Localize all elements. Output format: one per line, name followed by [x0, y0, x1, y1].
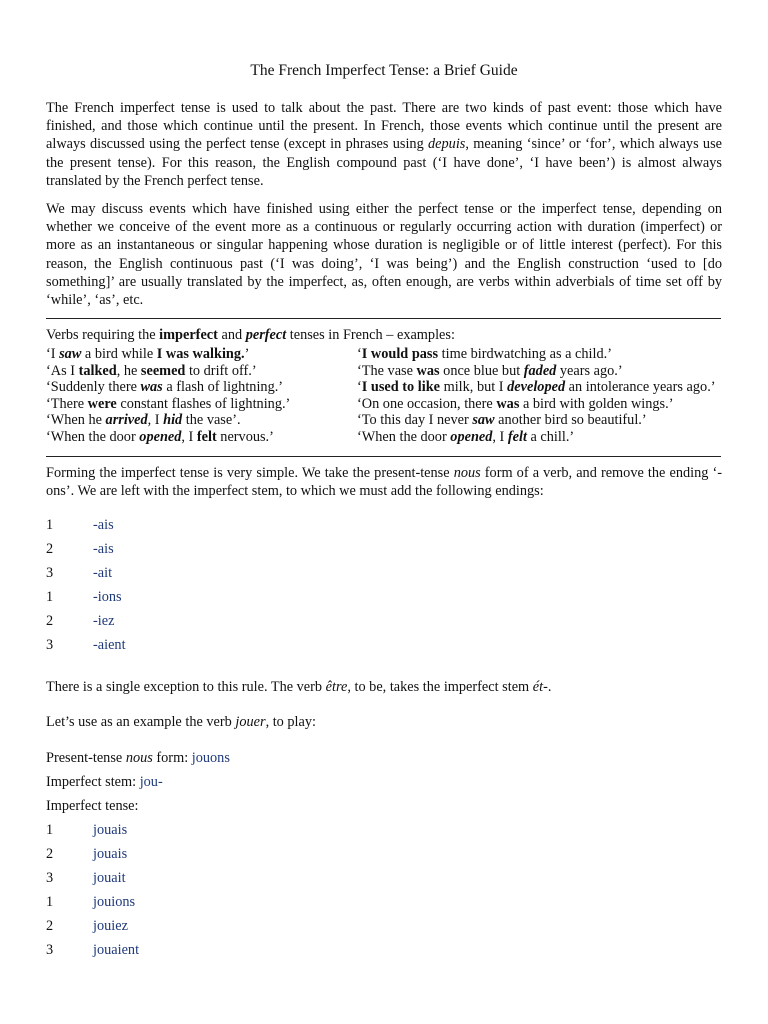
examples-heading	[46, 326, 455, 344]
divider-bottom	[46, 456, 721, 457]
example-sentence	[46, 396, 290, 413]
text-run: ’	[244, 346, 250, 362]
text-run: ‘	[357, 346, 362, 362]
divider-top	[46, 318, 721, 319]
person-number: 1	[46, 589, 54, 605]
text-run: tenses in French – examples:	[286, 327, 455, 343]
exception-sentence	[46, 678, 551, 696]
example-sentence	[46, 363, 290, 380]
text-run: saw	[472, 412, 495, 429]
ending: -ait	[93, 565, 113, 581]
text-run: were	[87, 395, 117, 412]
text-run: , to play:	[265, 714, 316, 730]
text-run: There is a single exception to this rule. The verb	[46, 679, 326, 695]
text-run: , I	[181, 428, 197, 445]
text-run: a bird with golden wings.’	[519, 395, 674, 412]
conjugation-row	[46, 917, 139, 941]
person-number: 2	[46, 918, 54, 934]
ending: -ions	[93, 589, 122, 605]
text-run: arrived	[105, 412, 148, 429]
endings-table	[46, 516, 126, 660]
text-run: ‘I	[46, 346, 60, 362]
text-run: , he	[116, 362, 141, 379]
conjugation-row	[46, 845, 139, 869]
person-number: 2	[46, 613, 54, 629]
text-run: ‘When the door	[357, 428, 451, 445]
example-sentence	[46, 412, 290, 429]
stem-label: Imperfect stem:	[46, 774, 140, 790]
text-run: a chill.’	[526, 428, 575, 445]
text-run: I would pass	[361, 346, 439, 362]
text-run: and	[217, 327, 246, 343]
endings-row	[46, 588, 126, 612]
text-run: the vase’.	[182, 412, 241, 429]
endings-row	[46, 564, 126, 588]
verb-form: jouions	[93, 894, 136, 910]
ending: -aient	[93, 637, 126, 653]
text-run: felt	[196, 428, 217, 445]
text-run: to drift off.’	[185, 362, 257, 379]
text-run: a bird while	[81, 346, 157, 362]
text-run: ‘When he	[46, 412, 106, 429]
text-run: I used to like	[361, 379, 441, 396]
text-run: years ago.’	[556, 362, 623, 379]
person-number: 1	[46, 517, 54, 533]
text-run: was	[140, 379, 163, 396]
text-run: The French imperfect tense is used to talk about the past. There are two kinds of past event: those which have finished, and those which continue until the present. In French, those events which continue until the present are always discussed using the perfect tense (except in phrases using	[46, 100, 722, 153]
stem-value: jou-	[139, 774, 163, 790]
imperfect-tense-label: Imperfect tense:	[46, 798, 139, 814]
example-sentence	[357, 346, 716, 363]
conjugation-row	[46, 821, 139, 845]
text-run: a flash of lightning.’	[162, 379, 284, 396]
example-intro-sentence	[46, 713, 316, 731]
endings-row	[46, 540, 126, 564]
example-sentence	[357, 429, 716, 446]
text-run: ‘On one occasion, there	[357, 395, 497, 412]
text-run: faded	[523, 362, 557, 379]
conjugation-row	[46, 941, 139, 965]
text-run: nervous.’	[216, 428, 274, 445]
text-run: , I	[492, 428, 508, 445]
nous-form-value: jouons	[191, 750, 230, 766]
text-run: Forming the imperfect tense is very simple. We take the present-tense	[46, 465, 454, 481]
text-run: ‘	[357, 379, 362, 396]
verb-form: jouaient	[93, 942, 140, 958]
text-run: nous	[453, 465, 481, 481]
text-run: imperfect	[159, 327, 218, 343]
text-run: Verbs requiring the	[46, 327, 160, 343]
examples-imperfect-column	[46, 346, 290, 446]
text-run: talked	[78, 362, 117, 379]
text-run: , I	[147, 412, 164, 429]
verb-form: jouait	[93, 870, 126, 886]
example-sentence	[357, 396, 716, 413]
text-run: felt	[507, 428, 527, 445]
text-run: , meaning ‘since’ or ‘for’, which always use the present tense). For this reason, the English compound past (‘I have done’, ‘I have been’) is almost always translated by the French perfect tense.	[46, 136, 722, 189]
text-run: opened	[450, 428, 493, 445]
intro-paragraph-2	[46, 200, 722, 309]
text-run: Let’s use as an example the verb	[46, 714, 236, 730]
ending: -ais	[93, 517, 114, 533]
text-run: once blue but	[439, 362, 524, 379]
example-sentence	[357, 412, 716, 429]
text-run: seemed	[140, 362, 186, 379]
endings-row	[46, 516, 126, 540]
example-sentence	[357, 379, 716, 396]
text-run: .	[547, 679, 552, 695]
text-run: ‘Suddenly there	[46, 379, 141, 396]
conjugation-row	[46, 869, 139, 893]
person-number: 3	[46, 565, 54, 581]
text-run: an intolerance years ago.’	[565, 379, 716, 396]
verb-form: jouais	[93, 846, 128, 862]
text-run: developed	[507, 379, 566, 396]
text-run: form of a verb, and remove the ending ‘-ons’. We are left with the imperfect stem, to which we must add the following endings:	[46, 465, 722, 500]
text-run: jouer	[235, 714, 266, 730]
text-run: nous	[125, 750, 153, 766]
example-sentence	[357, 363, 716, 380]
example-sentence	[46, 346, 290, 363]
person-number: 1	[46, 822, 54, 838]
person-number: 2	[46, 846, 54, 862]
text-run: constant flashes of lightning.’	[116, 395, 291, 412]
text-run: Present-tense	[46, 750, 126, 766]
ending: -ais	[93, 541, 114, 557]
text-run: was	[496, 395, 520, 412]
endings-row	[46, 636, 126, 660]
text-run: saw	[59, 346, 82, 362]
person-number: 3	[46, 637, 54, 653]
text-run: was	[416, 362, 440, 379]
forming-paragraph	[46, 464, 722, 500]
text-run: ‘As I	[46, 362, 79, 379]
text-run: perfect	[245, 327, 287, 343]
text-run: ‘To this day I never	[357, 412, 473, 429]
example-sentence	[46, 429, 290, 446]
text-run: hid	[163, 412, 183, 429]
text-run: opened	[139, 428, 182, 445]
endings-row	[46, 612, 126, 636]
page-title: The French Imperfect Tense: a Brief Guide	[250, 62, 518, 79]
text-run: , to be, takes the imperfect stem	[347, 679, 533, 695]
conjugation-table	[46, 821, 139, 965]
text-run: form:	[152, 750, 192, 766]
person-number: 3	[46, 942, 54, 958]
nous-form-line	[46, 749, 230, 767]
conjugation-row	[46, 893, 139, 917]
text-run: ‘The vase	[357, 362, 417, 379]
text-run: time birdwatching as a child.’	[438, 346, 612, 362]
text-run: milk, but I	[440, 379, 508, 396]
nous-form-label	[46, 750, 192, 766]
ending: -iez	[93, 613, 115, 629]
examples-perfect-column	[357, 346, 716, 446]
example-sentence	[46, 379, 290, 396]
verb-form: jouais	[93, 822, 128, 838]
text-run: ‘When the door	[46, 428, 140, 445]
stem-line	[46, 773, 163, 791]
text-run: We may discuss events which have finished using either the perfect tense or the imperfect tense, depending on whether we conceive of the event more as a continuous or regularly occurring action with duration (imperfect) or more as an instantaneous or singular happening whose duration is negligible or of little interest (perfect). For this reason, the English continuous past (‘I was doing’, ‘I was being’) and the English construction ‘used to [do something]’ are usually translated by the imperfect, as, often enough, are verbs within adverbials of time set off by ‘while’, ‘as’, etc.	[46, 201, 722, 309]
person-number: 1	[46, 894, 54, 910]
text-run: ‘There	[46, 395, 88, 412]
text-run: I was walking.	[156, 346, 245, 362]
person-number: 3	[46, 870, 54, 886]
person-number: 2	[46, 541, 54, 557]
text-run: depuis	[428, 136, 466, 153]
verb-form: jouiez	[93, 918, 128, 934]
text-run: ét-	[532, 679, 548, 695]
text-run: another bird so beautiful.’	[494, 412, 647, 429]
intro-paragraph-1	[46, 99, 722, 190]
text-run: être	[325, 679, 348, 695]
